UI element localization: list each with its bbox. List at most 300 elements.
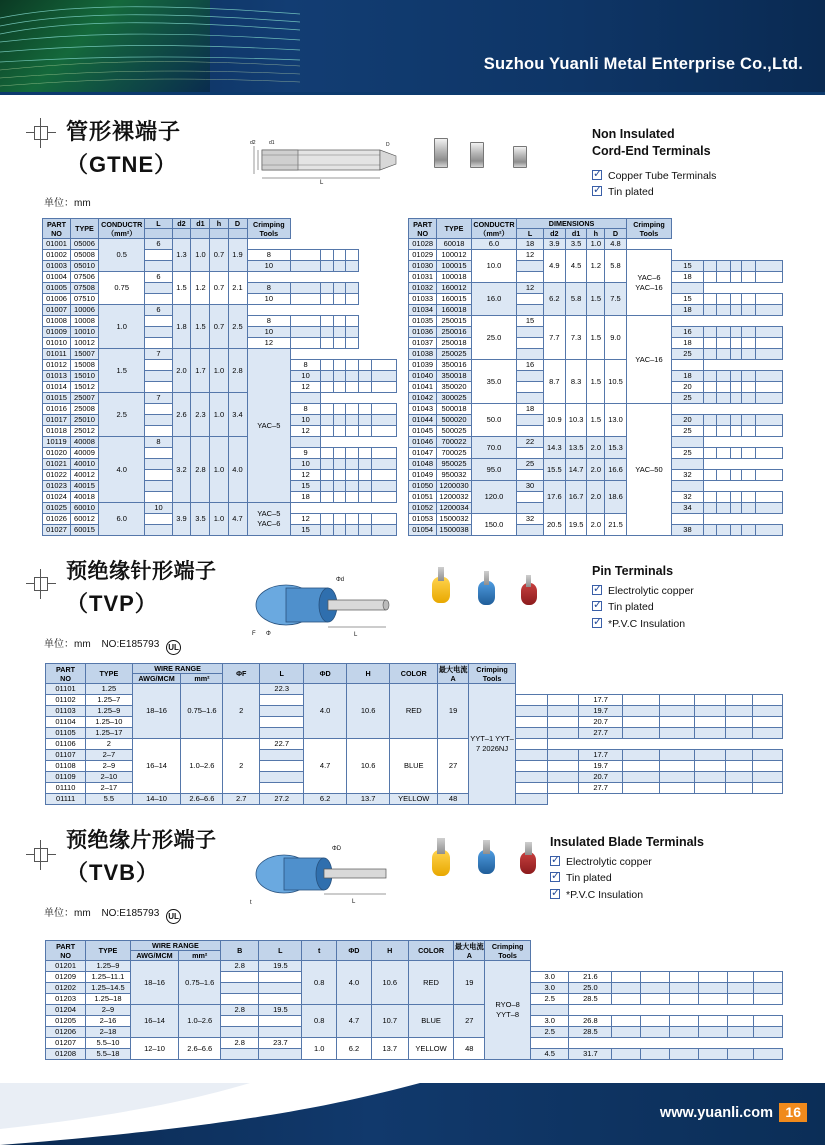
table-cell: [145, 371, 172, 382]
table-cell: [717, 261, 730, 272]
table-cell: [346, 470, 359, 481]
table-cell: [371, 415, 396, 426]
table-cell: [726, 706, 752, 717]
table-cell: 500018: [437, 404, 471, 415]
table-cell: [612, 1016, 641, 1027]
table-cell: 50.0: [471, 404, 516, 437]
table-cell: [755, 525, 782, 536]
table-cell: [547, 750, 578, 761]
table-cell: 1.2: [191, 272, 210, 305]
table-cell: [672, 437, 704, 448]
table-cell: 01017: [43, 415, 71, 426]
table-cell: 07506: [70, 272, 98, 283]
table-cell: 27.7: [578, 783, 622, 794]
table-cell: [359, 426, 372, 437]
table-cell: 01205: [46, 1016, 86, 1027]
table-cell: 4.0: [304, 684, 346, 739]
table-cell: 10: [145, 503, 172, 514]
table-cell: [371, 481, 396, 492]
table-cell: 350018: [437, 371, 471, 382]
table-cell: [755, 294, 782, 305]
table-cell: 3.5: [565, 239, 587, 250]
table-cell: 25012: [70, 426, 98, 437]
table-cell: 07510: [70, 294, 98, 305]
table-cell: 5.5: [86, 794, 133, 805]
table-cell: [145, 426, 172, 437]
table-cell: [670, 1049, 699, 1060]
table-cell: 12: [291, 426, 321, 437]
table-cell: [695, 783, 726, 794]
table-cell: [641, 1049, 670, 1060]
table-cell: [695, 695, 726, 706]
table-cell: [145, 448, 172, 459]
table-cell: 01016: [43, 404, 71, 415]
table-cell: 2.1: [228, 272, 247, 305]
table-cell: [516, 794, 548, 805]
table-cell: 6.2: [543, 283, 565, 316]
table-cell: [371, 448, 396, 459]
gtne-features: ✓Copper Tube Terminals ✓Tin plated: [592, 168, 716, 201]
table-cell: 4.0: [228, 437, 247, 503]
table-cell: 2.8: [221, 1005, 259, 1016]
table-cell: [321, 382, 334, 393]
table-cell: [755, 349, 782, 360]
table-cell: 1.5: [587, 360, 605, 404]
table-cell: [641, 1016, 670, 1027]
table-cell: 32: [517, 514, 544, 525]
table-cell: [730, 382, 742, 393]
table-cell: 21.6: [569, 972, 612, 983]
table-cell: [717, 338, 730, 349]
ferrule-photo-3: [513, 146, 527, 168]
table-cell: [260, 695, 304, 706]
table-cell: [346, 360, 359, 371]
table-cell: 01012: [43, 360, 71, 371]
table-cell: [717, 415, 730, 426]
table-tvp: PART NO TYPE WIRE RANGE ΦF L ΦD H COLOR 最大电流 A Crimping Tools AWG/MCM mm² 01101 1.25 18–16 0.75–1.6 2 22.3 4.0 10.6 RED 19 YYT–1 YYT–7 2026NJ 01102 1.25–7 17.7 01103 1.25–9 19.7 01104 1.25–10 20.7 01105 1.25–17 27.7 01106 2 16–14 1.0–2.6 2 22.7 4.7 10.6 BLUE 27 01107 2–7 17.7 01108 2–9 19.7 01109 2–10 20.7 01110 2–17 27.7 01111 5.5 14–10 2.6–6.6 2.7 27.2 6.2 13.7 YELLOW 48: [45, 663, 783, 805]
table-cell: [359, 470, 372, 481]
table-cell: [659, 783, 695, 794]
table-cell: 01025: [43, 503, 71, 514]
table-cell: 21.5: [605, 514, 627, 536]
check-icon: [592, 186, 602, 196]
table-cell: 40015: [70, 481, 98, 492]
table-row: [409, 481, 783, 492]
table-cell: [726, 761, 752, 772]
table-cell: [727, 972, 753, 983]
table-cell: [346, 448, 359, 459]
table-cell: 17.7: [578, 750, 622, 761]
table-cell: [672, 514, 704, 525]
table-cell: 01038: [409, 349, 437, 360]
table-cell: 01030: [409, 261, 437, 272]
table-row: [43, 393, 397, 404]
table-cell: 14–10: [132, 794, 181, 805]
table-cell: RED: [408, 961, 454, 1005]
table-cell: [726, 717, 752, 728]
table-cell: 30: [517, 481, 544, 492]
table-cell: [742, 327, 755, 338]
table-cell: [612, 1027, 641, 1038]
table-cell: [145, 404, 172, 415]
table-cell: 05006: [70, 239, 98, 250]
table-cell: [659, 717, 695, 728]
table-cell: 8: [247, 283, 291, 294]
table-cell: 01015: [43, 393, 71, 404]
table-cell: [672, 459, 704, 470]
table-cell: 2: [86, 739, 133, 750]
table-cell: 01024: [43, 492, 71, 503]
table-cell: 7.7: [543, 316, 565, 360]
table-cell: 10.0: [471, 250, 516, 283]
table-cell: [371, 360, 396, 371]
table-cell: [755, 503, 782, 514]
table-cell: [346, 404, 359, 415]
table-cell: [547, 717, 578, 728]
table-cell: 3.9: [172, 503, 191, 536]
table-cell: 1.9: [228, 239, 247, 272]
table-cell: 01202: [46, 983, 86, 994]
table-cell: 2: [223, 684, 260, 739]
table-cell: 01040: [409, 371, 437, 382]
table-row: [46, 739, 783, 750]
table-cell: [321, 514, 334, 525]
table-cell: [703, 492, 716, 503]
table-cell: 4.5: [565, 250, 587, 283]
table-cell: 10006: [70, 305, 98, 316]
table-cell: [703, 349, 716, 360]
table-cell: 01108: [46, 761, 86, 772]
table-cell: 18: [672, 272, 704, 283]
table-cell: 2.8: [221, 1038, 259, 1049]
table-cell: [730, 294, 742, 305]
check-icon: [592, 170, 602, 180]
table-cell: 01020: [43, 448, 71, 459]
table-cell: [717, 327, 730, 338]
tvp-title-en: Pin Terminals: [592, 564, 674, 578]
table-cell: 950025: [437, 459, 471, 470]
table-cell: 2.3: [191, 393, 210, 437]
table-cell: 10: [247, 261, 291, 272]
table-cell: 1.25–10: [86, 717, 133, 728]
table-cell: 8: [247, 316, 291, 327]
table-cell: 27: [454, 1005, 485, 1038]
table-cell: [659, 750, 695, 761]
table-row: [43, 272, 397, 283]
table-cell: [755, 492, 782, 503]
table-cell: 01041: [409, 382, 437, 393]
table-cell: [670, 983, 699, 994]
table-cell: 14.3: [543, 437, 565, 459]
table-cell: [641, 994, 670, 1005]
table-cell: 15007: [70, 349, 98, 360]
table-cell: [333, 426, 346, 437]
table-cell: [333, 470, 346, 481]
table-cell: [371, 525, 396, 536]
tvp-unit: 单位：mm NO:E185793 UL: [44, 635, 181, 655]
table-cell: [717, 305, 730, 316]
table-cell: 1.0–2.6: [179, 1005, 221, 1038]
table-cell: 8: [247, 250, 291, 261]
table-cell: [516, 728, 548, 739]
table-cell: [517, 426, 544, 437]
table-cell: [333, 283, 346, 294]
table-cell: 15: [672, 294, 704, 305]
table-cell: [752, 750, 782, 761]
table-cell: [517, 305, 544, 316]
table-cell: [752, 695, 782, 706]
table-cell: [359, 525, 372, 536]
table-cell: 2.5: [228, 305, 247, 349]
table-cell: 10.6: [346, 739, 389, 794]
table-cell: [623, 695, 660, 706]
table-cell: [703, 327, 716, 338]
table-cell: 7: [145, 349, 172, 360]
table-cell: 07508: [70, 283, 98, 294]
table-cell: 350020: [437, 382, 471, 393]
header-rule: [0, 92, 825, 95]
table-cell: 40009: [70, 448, 98, 459]
table-cell: [321, 470, 334, 481]
table-cell: [259, 1049, 302, 1060]
table-cell: [699, 1049, 728, 1060]
table-cell: 48: [438, 794, 469, 805]
table-cell: 01027: [43, 525, 71, 536]
table-cell: [260, 761, 304, 772]
table-cell: [321, 283, 334, 294]
table-cell: 01021: [43, 459, 71, 470]
table-cell: [703, 305, 716, 316]
table-cell: [221, 972, 259, 983]
table-row: [409, 239, 783, 250]
table-cell: 0.8: [302, 961, 337, 1005]
table-cell: 60018: [437, 239, 471, 250]
table-cell: 16.0: [471, 283, 516, 316]
table-cell: [753, 1016, 782, 1027]
table-cell: 4.7: [228, 503, 247, 536]
table-cell: 20: [672, 415, 704, 426]
table-cell: [659, 772, 695, 783]
table-cell: YAC–6 YAC–16: [626, 250, 671, 316]
svg-text:d1: d1: [269, 140, 275, 146]
table-cell: 01036: [409, 327, 437, 338]
table-cell: 27.7: [578, 728, 622, 739]
table-cell: 19.7: [578, 761, 622, 772]
table-row: [46, 1005, 783, 1016]
table-cell: 6.2: [336, 1038, 371, 1060]
table-row: [46, 961, 783, 972]
table-cell: 01032: [409, 283, 437, 294]
table-cell: 2–18: [86, 1027, 131, 1038]
table-cell: 15012: [70, 382, 98, 393]
table-cell: 10.6: [371, 961, 408, 1005]
table-cell: [145, 415, 172, 426]
table-cell: 12: [291, 382, 321, 393]
table-cell: [291, 437, 321, 448]
table-cell: 01001: [43, 239, 71, 250]
table-cell: 2.5: [531, 1027, 569, 1038]
table-cell: 2: [223, 739, 260, 794]
table-cell: 6.2: [304, 794, 346, 805]
table-cell: [260, 783, 304, 794]
table-cell: 100012: [437, 250, 471, 261]
table-cell: [531, 1038, 569, 1049]
table-cell: 10.9: [543, 404, 565, 437]
table-cell: [742, 272, 755, 283]
table-cell: [753, 994, 782, 1005]
table-cell: 6: [145, 305, 172, 316]
table-cell: 01011: [43, 349, 71, 360]
table-cell: [321, 294, 334, 305]
table-cell: [145, 338, 172, 349]
table-cell: 13.7: [371, 1038, 408, 1060]
table-cell: 40012: [70, 470, 98, 481]
table-cell: 01047: [409, 448, 437, 459]
table-cell: [531, 1005, 569, 1016]
page-number: 16: [779, 1103, 807, 1122]
table-cell: 25: [672, 448, 704, 459]
table-cell: 01028: [409, 239, 437, 250]
table-cell: YAC–50: [626, 404, 671, 536]
table-cell: 01014: [43, 382, 71, 393]
table-cell: [742, 371, 755, 382]
table-cell: 10.7: [371, 1005, 408, 1038]
table-cell: [321, 415, 334, 426]
table-cell: [346, 283, 359, 294]
table-cell: 01054: [409, 525, 437, 536]
table-cell: [145, 459, 172, 470]
table-cell: 22.7: [260, 739, 304, 750]
table-cell: 01106: [46, 739, 86, 750]
table-cell: 160015: [437, 294, 471, 305]
table-cell: [659, 706, 695, 717]
table-cell: [623, 717, 660, 728]
table-cell: 10119: [43, 437, 71, 448]
table-cell: 01052: [409, 503, 437, 514]
table-cell: 2.6: [172, 393, 191, 437]
table-cell: [333, 492, 346, 503]
table-cell: [346, 459, 359, 470]
tvb-title-code: （TVB）: [66, 860, 160, 885]
table-cell: [730, 470, 742, 481]
table-cell: [730, 371, 742, 382]
table-cell: [291, 250, 321, 261]
table-cell: [703, 415, 716, 426]
table-cell: [730, 261, 742, 272]
table-cell: 15008: [70, 360, 98, 371]
table-cell: 1.0: [210, 503, 228, 536]
table-cell: [145, 360, 172, 371]
table-cell: 19.5: [259, 961, 302, 972]
table-row: [409, 250, 783, 261]
table-cell: 1.0: [302, 1038, 337, 1060]
table-cell: 4.5: [531, 1049, 569, 1060]
table-cell: 10: [291, 415, 321, 426]
table-cell: 32: [672, 492, 704, 503]
table-cell: [755, 382, 782, 393]
table-cell: [753, 1049, 782, 1060]
table-cell: [727, 983, 753, 994]
table-cell: 1.5: [172, 272, 191, 305]
table-cell: [695, 761, 726, 772]
table-cell: [346, 338, 359, 349]
table-row: [409, 459, 783, 470]
table-cell: [727, 1027, 753, 1038]
table-cell: 01208: [46, 1049, 86, 1060]
table-cell: [755, 272, 782, 283]
table-row: [409, 283, 783, 294]
table-cell: 2–16: [86, 1016, 131, 1027]
table-cell: 22: [517, 437, 544, 448]
table-cell: 3.2: [172, 437, 191, 503]
table-cell: [145, 327, 172, 338]
table-cell: 300025: [437, 393, 471, 404]
table-cell: 0.5: [98, 239, 145, 272]
table-cell: [145, 481, 172, 492]
table-cell: 15: [517, 316, 544, 327]
table-cell: [612, 1049, 641, 1060]
table-cell: BLUE: [390, 739, 438, 794]
table-cell: 700025: [437, 448, 471, 459]
table-cell: 10012: [70, 338, 98, 349]
table-cell: [516, 772, 548, 783]
table-cell: [359, 514, 372, 525]
table-tvb: PART NO TYPE WIRE RANGE B L t ΦD H COLOR 最大电流 A Crimping Tools AWG/MCM mm² 01201 1.25–9 18–16 0.75–1.6 2.8 19.5 0.8 4.0 10.6 RED 19 RYO–8 YYT–8 01209 1.25–11.1 3.0 21.6 01202 1.25–14.5 3.0 25.0 01203 1.25–18 2.5 28.5 01204 2–9 16–14 1.0–2.6 2.8 19.5 0.8 4.7 10.7 BLUE 27 01205 2–16 3.0 26.8 01206 2–18 2.5 28.5 01207 5.5–10 12–10 2.6–6.6 2.8 23.7 1.0 6.2 13.7 YELLOW 48 01208 5.5–18 4.5 31.7: [45, 940, 783, 1060]
table-cell: [517, 525, 544, 536]
table-cell: 01050: [409, 481, 437, 492]
table-cell: 01046: [409, 437, 437, 448]
table-cell: 1.5: [191, 305, 210, 349]
table-row: [43, 305, 397, 316]
svg-text:d2: d2: [250, 140, 256, 146]
table-cell: [145, 470, 172, 481]
table-cell: 25.0: [471, 316, 516, 360]
table-cell: 18–16: [130, 961, 179, 1005]
table-cell: [333, 404, 346, 415]
table-cell: 350016: [437, 360, 471, 371]
table-cell: [703, 261, 716, 272]
table-cell: 01022: [43, 470, 71, 481]
table-cell: 250015: [437, 316, 471, 327]
table-cell: 05008: [70, 250, 98, 261]
table-cell: 18–16: [132, 684, 181, 739]
table-cell: 17.7: [578, 695, 622, 706]
table-cell: [742, 349, 755, 360]
table-cell: [703, 525, 716, 536]
table-row: [43, 349, 397, 360]
tvb-title-cn: 预绝缘片形端子: [66, 829, 217, 852]
table-cell: [699, 972, 728, 983]
table-cell: 35.0: [471, 360, 516, 404]
table-cell: [726, 750, 752, 761]
table-cell: 10008: [70, 316, 98, 327]
table-cell: [371, 404, 396, 415]
table-cell: [221, 994, 259, 1005]
table-cell: [333, 481, 346, 492]
table-cell: [755, 338, 782, 349]
table-cell: [346, 415, 359, 426]
table-cell: [755, 426, 782, 437]
table-cell: [333, 338, 346, 349]
table-cell: [623, 761, 660, 772]
table-cell: [346, 250, 359, 261]
table-cell: 5.5–10: [86, 1038, 131, 1049]
table-cell: [145, 283, 172, 294]
table-cell: YELLOW: [390, 794, 438, 805]
tvp-drawing: [228, 563, 418, 643]
table-cell: 7.3: [565, 316, 587, 360]
table-cell: 27: [438, 739, 469, 794]
